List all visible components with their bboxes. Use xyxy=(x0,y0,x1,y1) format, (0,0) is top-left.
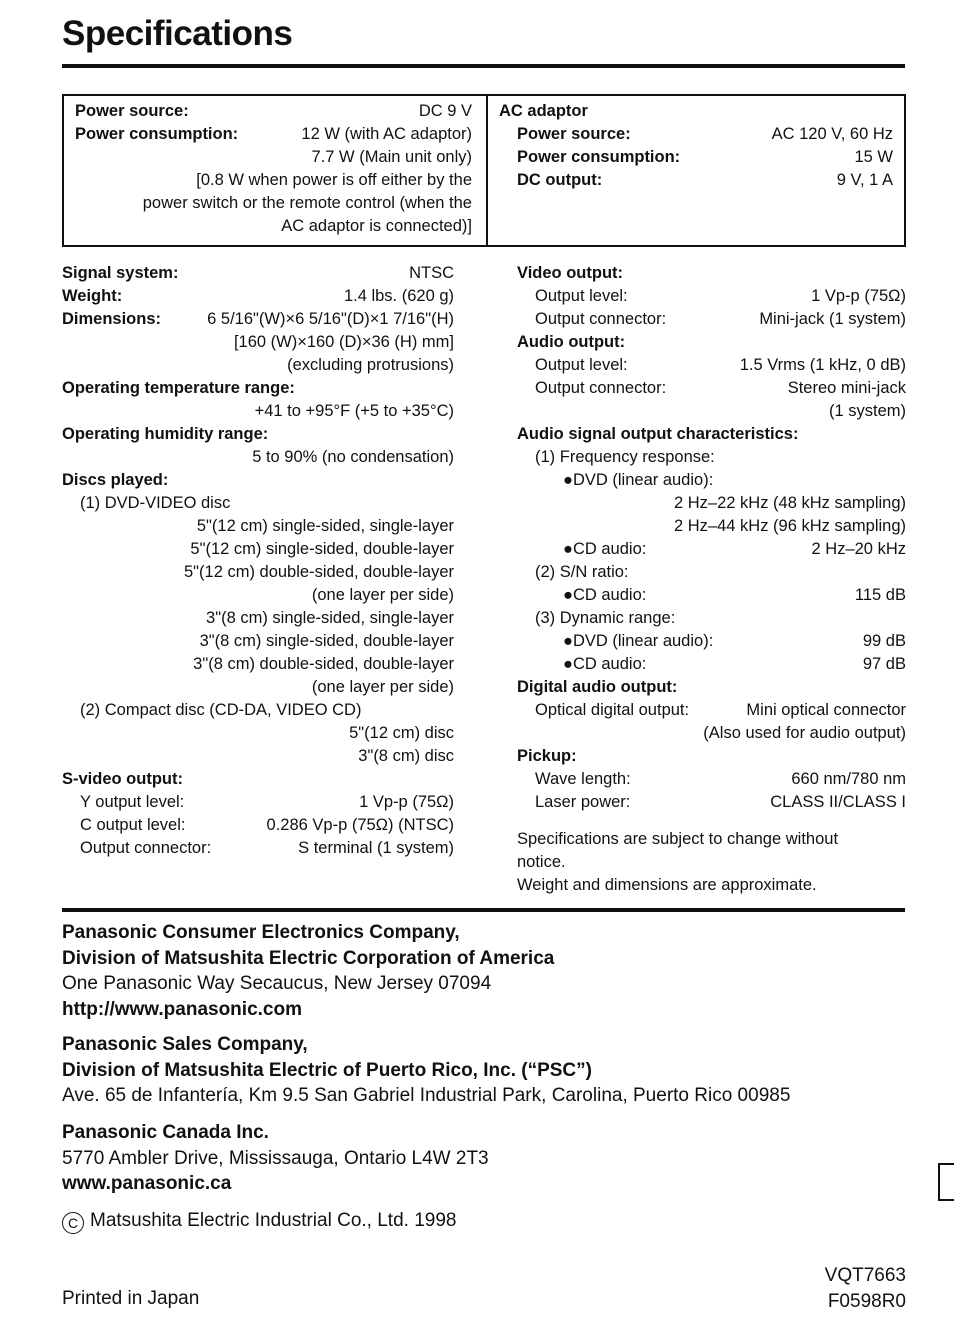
spec-value: Mini optical connector xyxy=(746,701,906,719)
spec-value-line: 3"(8 cm) single-sided, single-layer xyxy=(206,609,454,627)
ac-adaptor-heading: AC adaptor xyxy=(499,102,588,120)
spec-value-line: (one layer per side) xyxy=(311,586,454,604)
spec-label: Y output level: xyxy=(80,793,185,811)
spec-value-line: 5"(12 cm) disc xyxy=(349,724,454,742)
spec-value: 15 W xyxy=(854,148,893,166)
note-line: notice. xyxy=(517,853,566,871)
spec-value-line: 5"(12 cm) double-sided, double-layer xyxy=(183,563,454,581)
us-division: Division of Matsushita Electric Corporation of America xyxy=(62,947,555,969)
page-title: Specifications xyxy=(62,14,293,53)
spec-value: 1 Vp-p (75Ω) xyxy=(359,793,454,811)
power-spec-box xyxy=(62,94,906,247)
note-line: Specifications are subject to change without xyxy=(517,830,839,848)
spec-row xyxy=(75,100,472,123)
us-url: http://www.panasonic.com xyxy=(62,998,302,1020)
spec-label: Output connector: xyxy=(535,379,667,397)
us-company-block xyxy=(62,920,554,1022)
ac-adaptor-rows xyxy=(499,123,893,192)
spec-label: Output level: xyxy=(535,287,628,305)
spec-row xyxy=(499,146,893,169)
spec-heading: Digital audio output: xyxy=(517,678,678,696)
spec-heading: Discs played: xyxy=(62,471,169,489)
specs-right-column xyxy=(517,262,906,814)
spec-row xyxy=(517,584,906,607)
us-address: One Panasonic Way Secaucus, New Jersey 07094 xyxy=(62,973,492,994)
spec-value-line: 5"(12 cm) single-sided, single-layer xyxy=(196,517,454,535)
spec-subitem: (3) Dynamic range: xyxy=(535,609,676,627)
spec-label: Output connector: xyxy=(535,310,667,328)
ca-company-block xyxy=(62,1120,489,1197)
spec-row xyxy=(517,699,906,722)
spec-label: Signal system: xyxy=(62,264,179,282)
spec-label: Power source: xyxy=(517,125,631,143)
spec-value: 660 nm/780 nm xyxy=(791,770,906,788)
ca-company-name: Panasonic Canada Inc. xyxy=(62,1122,269,1143)
us-company-name: Panasonic Consumer Electronics Company, xyxy=(62,922,460,943)
spec-row xyxy=(517,630,906,653)
spec-heading: Operating humidity range: xyxy=(62,425,269,443)
code-vqt: VQT7663 xyxy=(824,1265,906,1286)
spec-value-line: 3"(8 cm) double-sided, double-layer xyxy=(193,655,454,673)
spec-notes xyxy=(517,828,906,897)
spec-row xyxy=(499,169,893,192)
spec-value: 1.4 lbs. (620 g) xyxy=(343,287,454,305)
spec-label: Weight: xyxy=(62,287,123,305)
spec-value: 1 Vp-p (75Ω) xyxy=(811,287,906,305)
spec-heading: Audio signal output characteristics: xyxy=(517,425,799,443)
spec-value-line: (excluding protrusions) xyxy=(287,356,454,374)
spec-row xyxy=(517,538,906,561)
spec-row xyxy=(517,653,906,676)
specs-left-column xyxy=(62,262,454,860)
spec-value: 97 dB xyxy=(862,655,906,673)
spec-value: 6 5/16"(W)×6 5/16"(D)×1 7/16"(H) xyxy=(207,310,454,328)
spec-subitem: ●DVD (linear audio): xyxy=(563,471,714,489)
spec-value-line: AC adaptor is connected)] xyxy=(281,217,472,235)
spec-label: Dimensions: xyxy=(62,310,162,328)
title-rule xyxy=(62,64,905,68)
spec-value: 0.286 Vp-p (75Ω) (NTSC) xyxy=(266,816,454,834)
spec-value: 2 Hz–20 kHz xyxy=(811,540,906,558)
page-edge-mark xyxy=(938,1163,954,1201)
spec-row xyxy=(75,123,472,146)
spec-subitem: (1) DVD-VIDEO disc xyxy=(80,494,231,512)
spec-value: AC 120 V, 60 Hz xyxy=(771,125,893,143)
spec-row xyxy=(499,123,893,146)
spec-value-line: [160 (W)×160 (D)×36 (H) mm] xyxy=(233,333,454,351)
spec-subitem: (2) S/N ratio: xyxy=(535,563,629,581)
spec-subitem: (1) Frequency response: xyxy=(535,448,715,466)
code-f0598: F0598R0 xyxy=(827,1290,906,1312)
box-divider xyxy=(486,96,488,245)
spec-value-line: (Also used for audio output) xyxy=(703,724,906,742)
spec-row xyxy=(517,285,906,308)
spec-row xyxy=(62,308,454,331)
spec-value-line: 3"(8 cm) disc xyxy=(358,747,454,765)
spec-label: Output connector: xyxy=(80,839,212,857)
spec-value: 12 W (with AC adaptor) xyxy=(301,125,472,143)
printed-in: Printed in Japan xyxy=(62,1288,200,1309)
spec-row xyxy=(62,791,454,814)
spec-label: Power consumption: xyxy=(517,148,681,166)
ac-adaptor-specs xyxy=(499,100,893,192)
spec-value: 115 dB xyxy=(854,586,906,604)
spec-value: DC 9 V xyxy=(418,102,472,120)
spec-row xyxy=(517,791,906,814)
spec-label: Laser power: xyxy=(535,793,631,811)
pr-company-block xyxy=(62,1032,790,1109)
spec-label: ●CD audio: xyxy=(563,586,647,604)
spec-value: 99 dB xyxy=(862,632,906,650)
spec-label: Power consumption: xyxy=(75,125,239,143)
spec-value: 9 V, 1 A xyxy=(836,171,893,189)
footer-rule xyxy=(62,908,905,912)
spec-heading: Pickup: xyxy=(517,747,577,765)
copyright-icon: C xyxy=(62,1212,84,1234)
spec-row xyxy=(62,285,454,308)
spec-label: Wave length: xyxy=(535,770,631,788)
main-unit-power-specs xyxy=(75,100,472,238)
spec-row xyxy=(517,308,906,331)
spec-value: CLASS II/CLASS I xyxy=(770,793,906,811)
spec-row xyxy=(62,814,454,837)
spec-value-line: 5 to 90% (no condensation) xyxy=(252,448,454,466)
spec-label: Output level: xyxy=(535,356,628,374)
spec-row xyxy=(62,262,454,285)
ca-address: 5770 Ambler Drive, Mississauga, Ontario L4W 2T3 xyxy=(62,1147,489,1169)
spec-value-line: 2 Hz–22 kHz (48 kHz sampling) xyxy=(674,494,906,512)
spec-value: Mini-jack (1 system) xyxy=(759,310,906,328)
spec-row xyxy=(517,768,906,791)
pr-division: Division of Matsushita Electric of Puerto Rico, Inc. (“PSC”) xyxy=(62,1059,592,1081)
spec-value: S terminal (1 system) xyxy=(298,839,454,857)
spec-heading: Audio output: xyxy=(517,333,626,351)
spec-value-line: [0.8 W when power is off either by the xyxy=(196,171,472,189)
spec-value: 1.5 Vrms (1 kHz, 0 dB) xyxy=(739,356,906,374)
spec-value-line: +41 to +95°F (+5 to +35°C) xyxy=(254,402,454,420)
copyright-text: Matsushita Electric Industrial Co., Ltd. 1998 xyxy=(90,1210,457,1231)
document-codes xyxy=(825,1263,906,1314)
spec-row xyxy=(62,837,454,860)
ca-url: www.panasonic.ca xyxy=(62,1173,232,1194)
spec-label: ●DVD (linear audio): xyxy=(563,632,714,650)
spec-label: Power source: xyxy=(75,102,189,120)
spec-row xyxy=(517,377,906,400)
spec-heading: Video output: xyxy=(517,264,624,282)
spec-label: C output level: xyxy=(80,816,186,834)
note-line: Weight and dimensions are approximate. xyxy=(517,876,817,894)
spec-subitem: (2) Compact disc (CD-DA, VIDEO CD) xyxy=(80,701,362,719)
spec-value: Stereo mini-jack xyxy=(787,379,906,397)
spec-value-line: 5"(12 cm) single-sided, double-layer xyxy=(190,540,454,558)
spec-value-line: (1 system) xyxy=(828,402,906,420)
spec-value-line: 7.7 W (Main unit only) xyxy=(311,148,472,166)
spec-heading: S-video output: xyxy=(62,770,183,788)
pr-company-name: Panasonic Sales Company, xyxy=(62,1034,308,1055)
spec-value-line: power switch or the remote control (when the xyxy=(142,194,472,212)
spec-label: ●CD audio: xyxy=(563,655,647,673)
spec-value: NTSC xyxy=(409,264,454,282)
spec-value-line: 2 Hz–44 kHz (96 kHz sampling) xyxy=(674,517,906,535)
spec-heading: Operating temperature range: xyxy=(62,379,295,397)
pr-address: Ave. 65 de Infantería, Km 9.5 San Gabriel Industrial Park, Carolina, Puerto Rico 00985 xyxy=(62,1085,791,1106)
spec-label: Optical digital output: xyxy=(535,701,690,719)
spec-value-line: (one layer per side) xyxy=(311,678,454,696)
spec-label: DC output: xyxy=(517,171,603,189)
spec-row xyxy=(517,354,906,377)
copyright-line xyxy=(62,1208,456,1234)
spec-value-line: 3"(8 cm) single-sided, double-layer xyxy=(199,632,454,650)
spec-label: ●CD audio: xyxy=(563,540,647,558)
